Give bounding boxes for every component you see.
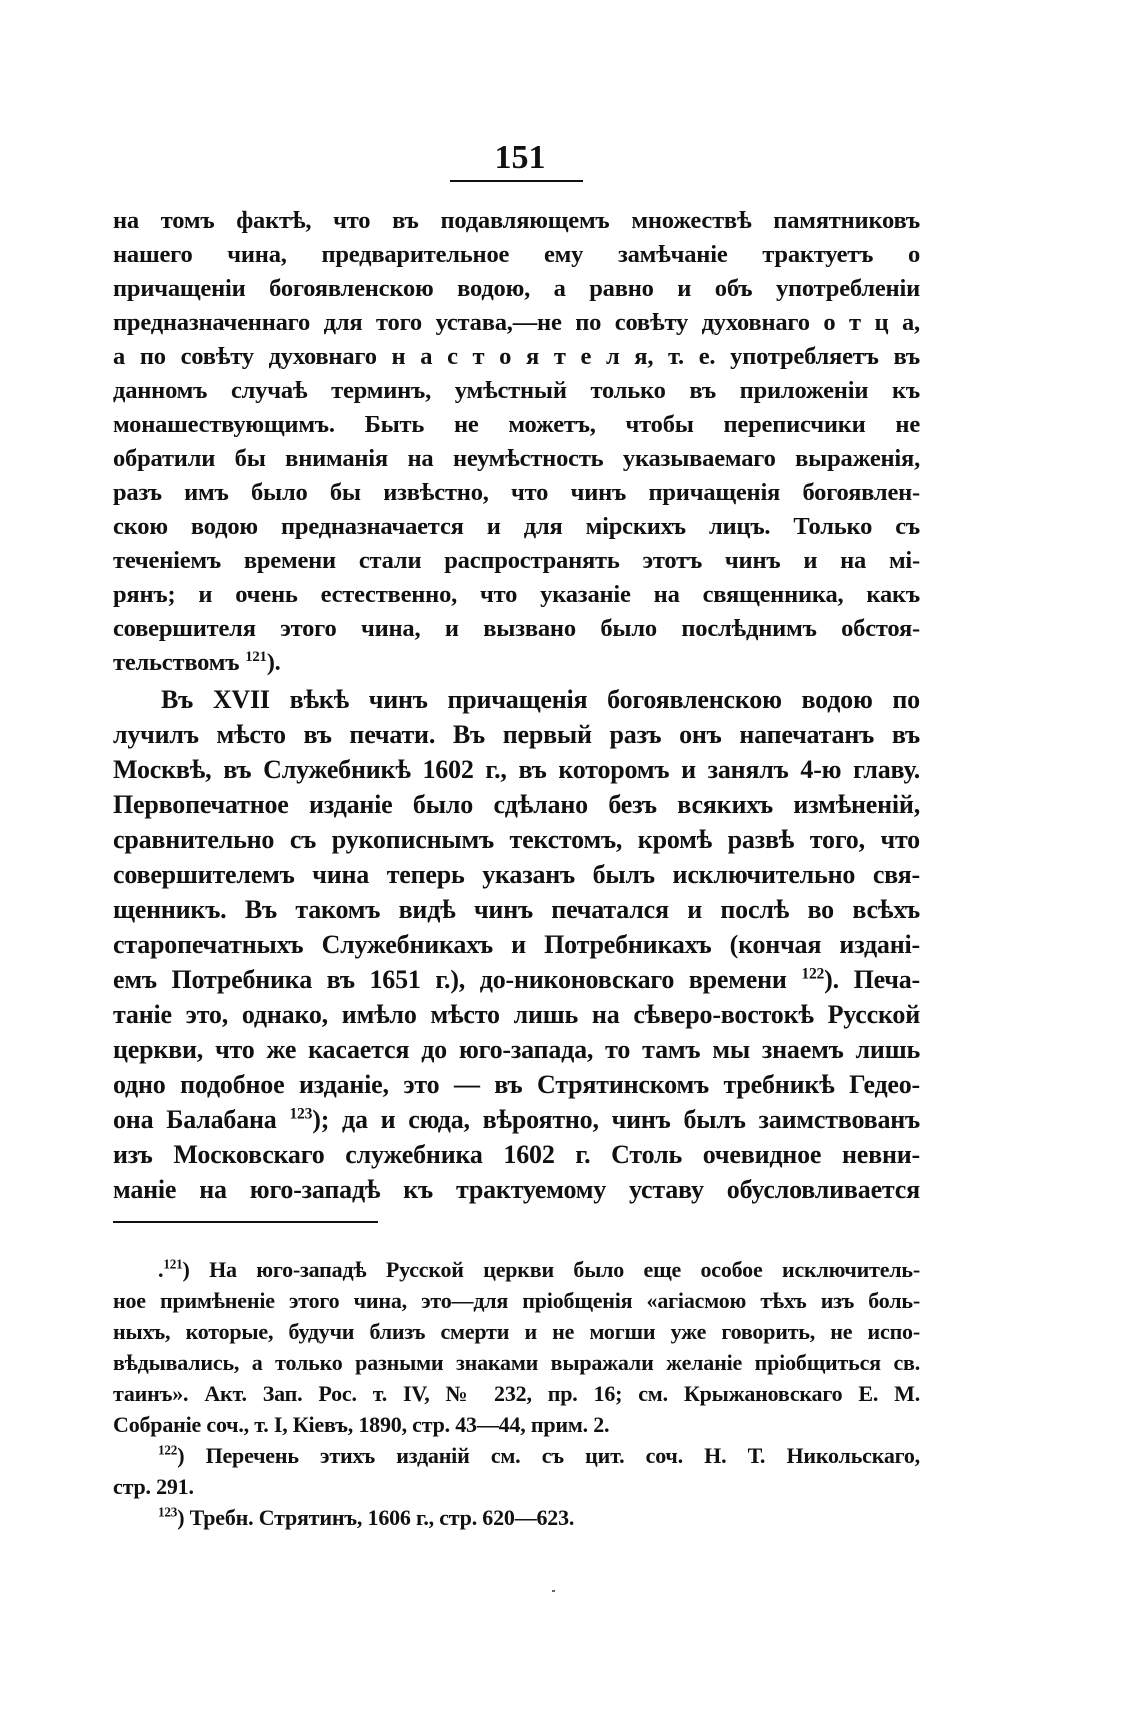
footnote-ref: 122 [801,965,825,983]
line-text: емъ Потребника въ 1651 г.), до-никоновскаго времени [113,965,802,994]
text-line: скою водою предназначается и для мірскихъ лицъ. Только съ [113,513,920,540]
footnote-line: таинъ». Акт. Зап. Рос. т. IV, № 232, пр. 16; см. Крыжановскаго Е. М. [113,1381,920,1406]
footnote-line: стр. 291. [113,1474,194,1499]
footnote-line: .$^{121}$) На юго-западѣ Русской церкви было еще особое исключитель- [158,1256,920,1282]
footnote-123 [113,1502,920,1533]
line-text: ). [266,649,281,676]
footnote-number: 121 [163,1256,183,1272]
text-line: таніе это, однако, имѣло мѣсто лишь на сѣверо-востокѣ Русской [113,1000,920,1029]
text-line: маніе на юго-западѣ къ трактуемому уставу обусловливается [113,1175,920,1204]
text-line [113,1102,920,1137]
line-text: ) Требн. Стрятинъ, 1606 г., стр. 620—623. [177,1505,575,1530]
text-line [113,646,920,680]
main-text [113,204,920,1207]
footnote-line: ное примѣненіе этого чина, это—для пріобщенія «агіасмою тѣхъ изъ боль- [113,1288,920,1313]
line-text: она Балабана [113,1105,290,1134]
text-line: монашествующимъ. Быть не можетъ, чтобы переписчики не [113,411,920,438]
footnote-line: вѣдывались, а только разными знаками выражали желаніе пріобщиться св. [113,1350,920,1375]
text-line: обратили бы вниманія на неумѣстность указываемаго выраженія, [113,445,920,472]
footnote-number: 122 [158,1442,178,1458]
text-line: нашего чина, предварительное ему замѣчаніе трактуетъ о [113,241,920,268]
text-line: Первопечатное изданіе было сдѣлано безъ всякихъ измѣненій, [113,790,920,819]
text-line: лучилъ мѣсто въ печати. Въ первый разъ онъ напечатанъ въ [113,720,920,749]
footnote-line [113,1440,920,1471]
footnote-122 [113,1440,920,1502]
text-line: одно подобное изданіе, это — въ Стрятинскомъ требникѣ Гедео- [113,1070,920,1099]
text-line: изъ Московскаго служебника 1602 г. Столь очевидное невни- [113,1140,920,1169]
text-line [113,962,920,997]
footnote-ref: 123 [289,1105,313,1123]
page-number-rule [450,180,583,182]
footnote-line: ныхъ, которые, будучи близъ смерти и не могши уже говорить, не испо- [113,1319,920,1344]
print-speck [552,1590,555,1592]
text-line: а по совѣту духовнаго н а с т о я т е л я, т. е. употребляетъ въ [113,343,920,370]
text-line: щенникъ. Въ такомъ видѣ чинъ печатался и послѣ во всѣхъ [113,895,920,924]
text-line: теченіемъ времени стали распространять этотъ чинъ и на мі- [113,547,920,574]
line-text: ); да и сюда, вѣроятно, чинъ былъ заимствованъ [312,1105,920,1134]
text-line: Москвѣ, въ Служебникѣ 1602 г., въ которомъ и занялъ 4-ю главу. [113,755,920,784]
text-line: Въ XVII вѣкѣ чинъ причащенія богоявленскою водою по [161,685,920,714]
footnote-121 [113,1254,920,1440]
footnote-number: 123 [158,1504,178,1520]
text-line: на томъ фактѣ, что въ подавляющемъ множествѣ памятниковъ [113,207,920,234]
footnotes [113,1254,920,1533]
footnote-line: Собраніе соч., т. I, Кіевъ, 1890, стр. 43—44, прим. 2. [113,1412,610,1437]
text-line: совершителемъ чина теперь указанъ былъ исключительно свя- [113,860,920,889]
footnote-line [113,1502,920,1533]
line-text: тельствомъ [113,649,246,676]
text-line: разъ имъ было бы извѣстно, что чинъ причащенія богоявлен- [113,479,920,506]
line-text: ) Перечень этихъ изданій см. съ цит. соч. Н. Т. Никольскаго, [177,1443,920,1468]
line-text: ) На юго-западѣ Русской церкви было еще особое исключитель- [182,1257,920,1282]
text-line: рянъ; и очень естественно, что указаніе на священника, какъ [113,581,920,608]
page-number: 151 [494,139,546,176]
text-line: церкви, что же касается до юго-запада, то тамъ мы знаемъ лишь [113,1035,920,1064]
text-line: старопечатныхъ Служебникахъ и Потребникахъ (кончая изданi- [113,930,920,959]
text-line: данномъ случаѣ терминъ, умѣстный только въ приложеніи къ [113,377,920,404]
footnote-ref: 121 [245,648,267,665]
paragraph-2 [113,682,920,1207]
line-text: ). Печа- [824,965,921,994]
footnote-separator [113,1221,378,1223]
text-line: причащеніи богоявленскою водою, а равно и объ употребленіи [113,275,920,302]
text-line: предназначеннаго для того устава,—не по совѣту духовнаго о т ц а, [113,309,920,336]
text-line: совершителя этого чина, и вызвано было послѣднимъ обстоя- [113,615,920,642]
paragraph-1 [113,204,920,680]
text-line: сравнительно съ рукописнымъ текстомъ, кромѣ развѣ того, что [113,825,920,854]
